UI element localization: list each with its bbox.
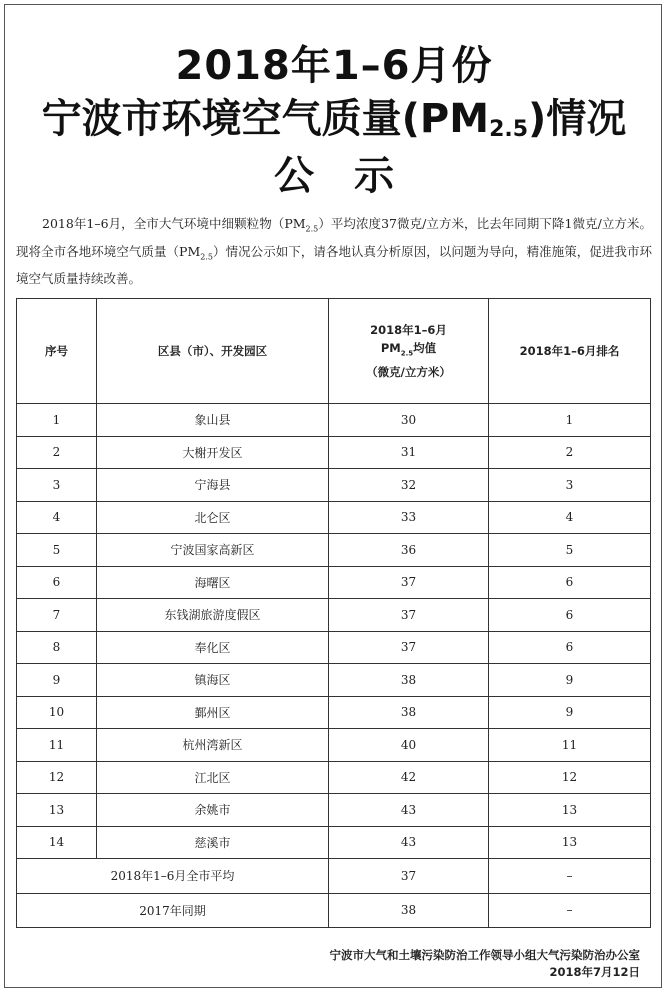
table-row [17,469,651,502]
cell-rank: 9 [489,696,651,729]
footer-org: 宁波市大气和土壤污染防治工作领导小组大气污染防治办公室 [329,948,640,962]
table-row [17,631,651,664]
cell-pm: 33 [329,501,489,534]
cell-pm: 38 [329,664,489,697]
cell-rank: 13 [489,826,651,859]
cell-region: 宁海县 [97,469,329,502]
cell-pm: 36 [329,534,489,567]
cell-no: 3 [17,469,97,502]
cell-no: 11 [17,729,97,762]
cell-no: 4 [17,501,97,534]
intro-sub-2: 2.5 [200,252,213,261]
cell-no: 9 [17,664,97,697]
cell-rank: 11 [489,729,651,762]
cell-no: 1 [17,404,97,437]
table-row [17,436,651,469]
title-text-2b: )情况 [528,96,627,142]
cell-no: 7 [17,599,97,632]
table-row [17,501,651,534]
cell-rank: 9 [489,664,651,697]
header-pm-line3: （微克/立方米） [366,364,451,379]
table-row [17,826,651,859]
cell-pm: 32 [329,469,489,502]
cell-region: 宁波国家高新区 [97,534,329,567]
cell-region: 大榭开发区 [97,436,329,469]
cell-region: 杭州湾新区 [97,729,329,762]
cell-no: 10 [17,696,97,729]
cell-pm: 43 [329,794,489,827]
intro-part-3: ）情况公示如下，请各地认真分析原因，以问题为导向，精准施策，促进我市环境空气质量持续改善。 [16,243,652,286]
table-row [17,566,651,599]
pm25-table [16,298,651,928]
cell-pm: 38 [329,696,489,729]
header-no: 序号 [17,299,97,404]
cell-rank: 6 [489,631,651,664]
cell-no: 8 [17,631,97,664]
cell-rank: 12 [489,761,651,794]
summary-label: 2017年同期 [17,893,329,928]
cell-region: 余姚市 [97,794,329,827]
intro-sub-1: 2.5 [305,224,319,234]
header-pm-post: 均值 [413,341,437,356]
cell-region: 东钱湖旅游度假区 [97,599,329,632]
header-pm-sub: 2.5 [400,349,414,358]
cell-region: 慈溪市 [97,826,329,859]
cell-region: 镇海区 [97,664,329,697]
table-row [17,794,651,827]
cell-pm: 31 [329,436,489,469]
cell-pm: 42 [329,761,489,794]
summary-row [17,859,651,894]
cell-rank: 13 [489,794,651,827]
cell-region: 象山县 [97,404,329,437]
summary-row [17,893,651,928]
intro-part-1: 2018年1–6月，全市大气环境中细颗粒物（PM [42,216,306,231]
cell-no: 12 [17,761,97,794]
header-rank: 2018年1–6月排名 [489,299,651,404]
cell-region: 鄞州区 [97,696,329,729]
cell-no: 14 [17,826,97,859]
summary-label: 2018年1–6月全市平均 [17,859,329,894]
table-row [17,599,651,632]
intro-paragraph [16,213,652,290]
summary-rank: – [489,893,651,928]
title-line-2 [0,87,668,144]
cell-region: 海曙区 [97,566,329,599]
header-pm-line1: 2018年1–6月 [370,323,447,338]
cell-pm: 43 [329,826,489,859]
cell-rank: 3 [489,469,651,502]
header-pm-line2 [329,339,488,362]
cell-rank: 6 [489,566,651,599]
cell-pm: 30 [329,404,489,437]
cell-rank: 4 [489,501,651,534]
cell-pm: 40 [329,729,489,762]
cell-rank: 2 [489,436,651,469]
title-text-3: 公示 [274,153,434,199]
cell-region: 北仑区 [97,501,329,534]
summary-rank: – [489,859,651,894]
title-line-1 [0,34,668,91]
cell-region: 奉化区 [97,631,329,664]
title-line-3 [0,144,668,201]
table-row [17,761,651,794]
cell-rank: 6 [489,599,651,632]
cell-no: 2 [17,436,97,469]
header-pm [329,299,489,404]
cell-no: 13 [17,794,97,827]
cell-rank: 5 [489,534,651,567]
header-pm-pre: PM [380,341,401,356]
table-row [17,404,651,437]
table-row [17,696,651,729]
header-region: 区县（市）、开发园区 [97,299,329,404]
footer-date: 2018年7月12日 [549,965,640,979]
summary-pm: 37 [329,859,489,894]
cell-pm: 37 [329,566,489,599]
table-header-row [17,299,651,404]
title-text-2a: 宁波市环境空气质量(PM [41,96,490,142]
table-row [17,534,651,567]
cell-rank: 1 [489,404,651,437]
cell-region: 江北区 [97,761,329,794]
table-row [17,729,651,762]
cell-no: 6 [17,566,97,599]
summary-pm: 38 [329,893,489,928]
cell-pm: 37 [329,599,489,632]
title-text-1: 2018年1–6月份 [175,43,493,89]
table-row [17,664,651,697]
intro-part-2: ）平均浓度37微克/立方米，比去年同期下降1微克/立方米。现将全市各地环境空气质量（PM [16,216,652,259]
cell-pm: 37 [329,631,489,664]
cell-no: 5 [17,534,97,567]
title-text-2-sub: 2.5 [489,117,529,142]
